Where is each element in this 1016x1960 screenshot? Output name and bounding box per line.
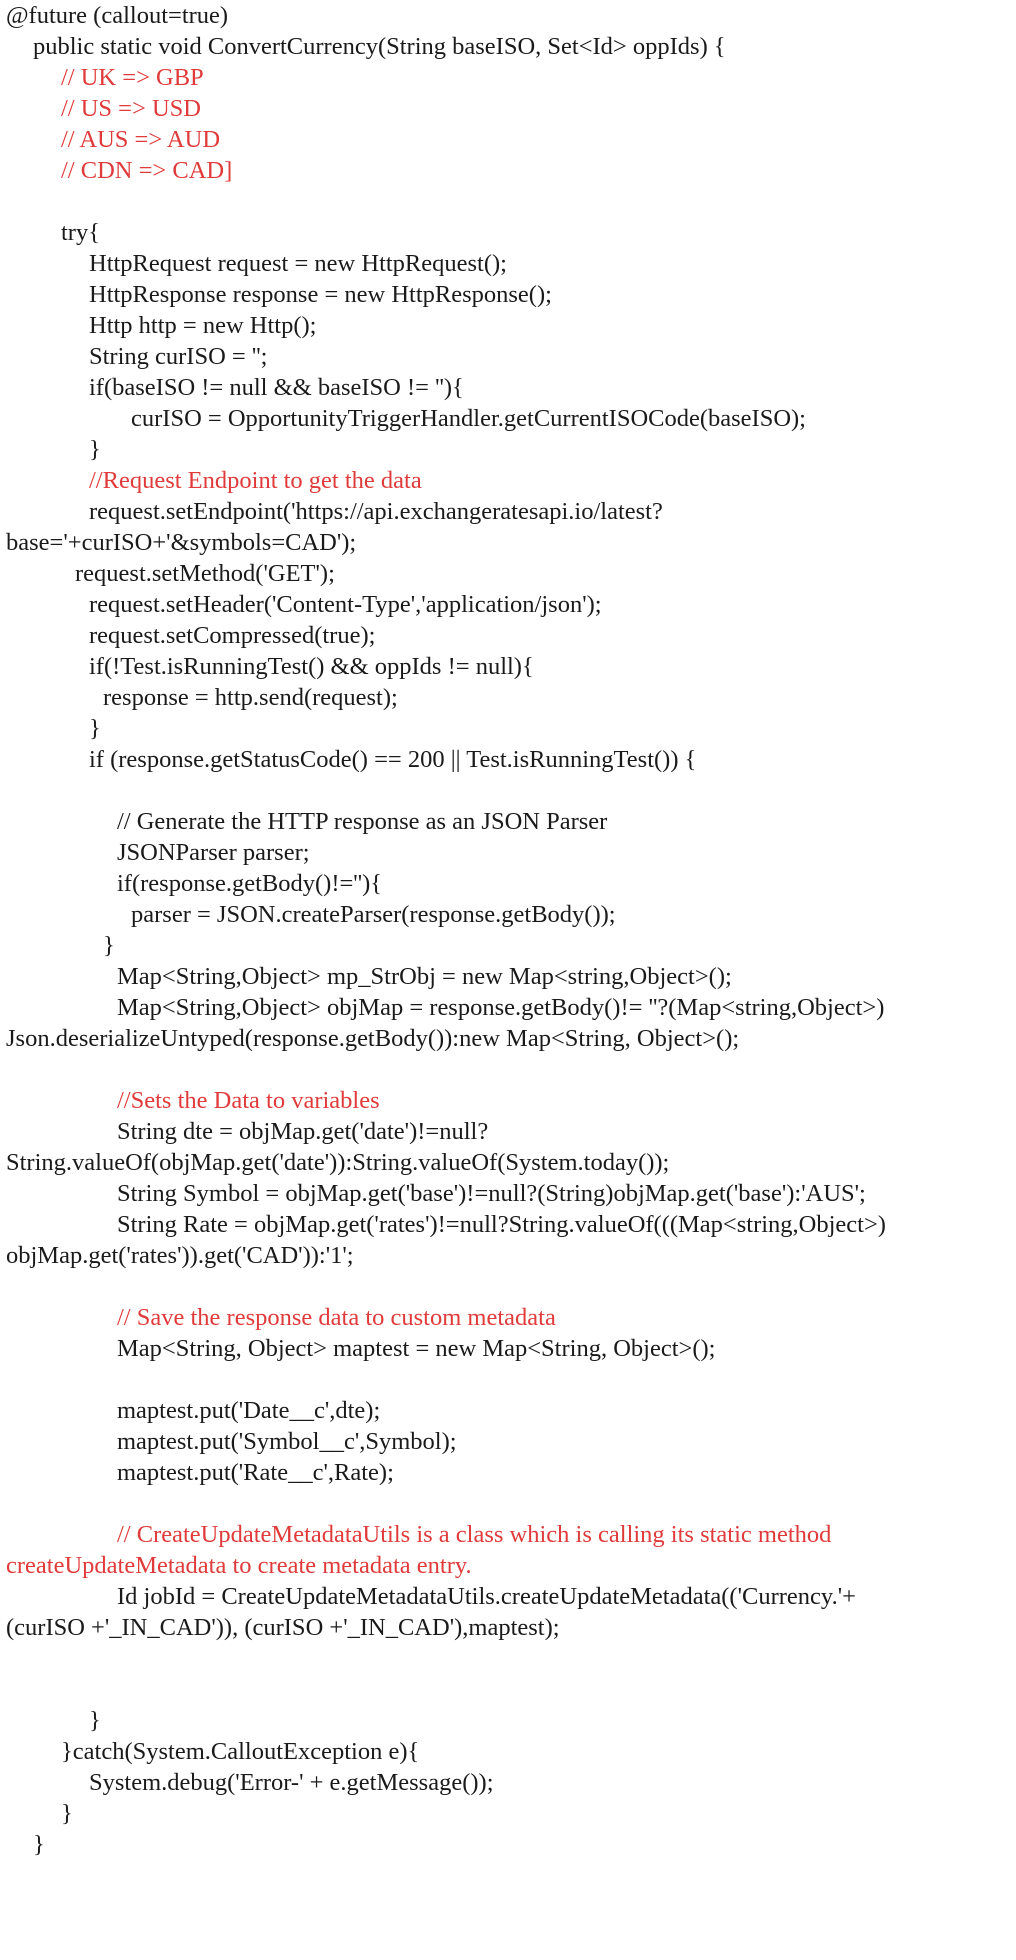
code-line: @future (callout=true) xyxy=(6,2,229,29)
code-line: if(response.getBody()!=''){ xyxy=(117,870,383,897)
code-line xyxy=(0,1488,1016,1519)
code-line: base='+curISO+'&symbols=CAD'); xyxy=(6,529,357,556)
code-line: String Rate = objMap.get('rates')!=null?String.valueOf(((Map<string,Object>) xyxy=(117,1211,886,1238)
code-line: maptest.put('Date__c',dte); xyxy=(117,1397,381,1424)
code-line: Map<String,Object> objMap = response.getBody()!= ''?(Map<string,Object>) xyxy=(117,994,885,1021)
code-line: String Symbol = objMap.get('base')!=null?(String)objMap.get('base'):'AUS'; xyxy=(117,1180,866,1207)
code-comment-line: // UK => GBP xyxy=(61,64,204,91)
code-line xyxy=(0,775,1016,806)
code-line: // Generate the HTTP response as an JSON Parser xyxy=(117,808,608,835)
code-comment-line: // Save the response data to custom metadata xyxy=(117,1304,556,1331)
code-line: } xyxy=(33,1831,45,1858)
code-line: Map<String,Object> mp_StrObj = new Map<string,Object>(); xyxy=(117,963,732,990)
code-line: Json.deserializeUntyped(response.getBody()):new Map<String, Object>(); xyxy=(6,1025,740,1052)
code-line: curISO = OpportunityTriggerHandler.getCurrentISOCode(baseISO); xyxy=(131,405,806,432)
code-line: if(baseISO != null && baseISO != ''){ xyxy=(89,374,464,401)
code-comment-line: // CDN => CAD] xyxy=(61,157,233,184)
code-line: String dte = objMap.get('date')!=null? xyxy=(117,1118,489,1145)
code-line: (curISO +'_IN_CAD')), (curISO +'_IN_CAD'),maptest); xyxy=(6,1614,560,1641)
code-line: String.valueOf(objMap.get('date')):String.valueOf(System.today()); xyxy=(6,1149,670,1176)
code-line: request.setMethod('GET'); xyxy=(75,560,335,587)
code-line: Map<String, Object> maptest = new Map<String, Object>(); xyxy=(117,1335,716,1362)
code-line: request.setEndpoint('https://api.exchangeratesapi.io/latest? xyxy=(89,498,663,525)
code-line: HttpRequest request = new HttpRequest(); xyxy=(89,250,507,277)
code-line: maptest.put('Symbol__c',Symbol); xyxy=(117,1428,457,1455)
code-line xyxy=(0,186,1016,217)
code-line: response = http.send(request); xyxy=(103,684,398,711)
code-line xyxy=(0,1054,1016,1085)
code-line: } xyxy=(61,1800,73,1827)
code-line: request.setCompressed(true); xyxy=(89,622,376,649)
code-line: request.setHeader('Content-Type','application/json'); xyxy=(89,591,602,618)
code-line: parser = JSON.createParser(response.getBody()); xyxy=(131,901,616,928)
code-comment-line: // AUS => AUD xyxy=(61,126,221,153)
code-line: if(!Test.isRunningTest() && oppIds != null){ xyxy=(89,653,534,680)
code-line xyxy=(0,1643,1016,1674)
code-line: } xyxy=(89,715,101,742)
code-line: if (response.getStatusCode() == 200 || Test.isRunningTest()) { xyxy=(89,746,697,773)
code-comment-line: // US => USD xyxy=(61,95,201,122)
code-line: HttpResponse response = new HttpResponse(); xyxy=(89,281,552,308)
code-line: objMap.get('rates')).get('CAD')):'1'; xyxy=(6,1242,354,1269)
code-line: } xyxy=(89,436,101,463)
code-line: Id jobId = CreateUpdateMetadataUtils.createUpdateMetadata(('Currency.'+ xyxy=(117,1583,856,1610)
code-line: public static void ConvertCurrency(String baseISO, Set<Id> oppIds) { xyxy=(33,33,726,60)
code-line: JSONParser parser; xyxy=(117,839,310,866)
code-comment-line: // CreateUpdateMetadataUtils is a class which is calling its static method xyxy=(117,1521,832,1548)
code-line: } xyxy=(89,1707,101,1734)
code-comment-line: createUpdateMetadata to create metadata entry. xyxy=(6,1552,472,1579)
code-line xyxy=(0,1674,1016,1705)
code-line: System.debug('Error-' + e.getMessage()); xyxy=(89,1769,494,1796)
code-line: String curISO = ''; xyxy=(89,343,268,370)
code-line: } xyxy=(103,932,115,959)
code-line: }catch(System.CalloutException e){ xyxy=(61,1738,420,1765)
code-line: try{ xyxy=(61,219,100,246)
code-line: Http http = new Http(); xyxy=(89,312,317,339)
code-comment-line: //Sets the Data to variables xyxy=(117,1087,380,1114)
code-line xyxy=(0,1364,1016,1395)
code-line xyxy=(0,1271,1016,1302)
code-line: maptest.put('Rate__c',Rate); xyxy=(117,1459,394,1486)
code-comment-line: //Request Endpoint to get the data xyxy=(89,467,422,494)
